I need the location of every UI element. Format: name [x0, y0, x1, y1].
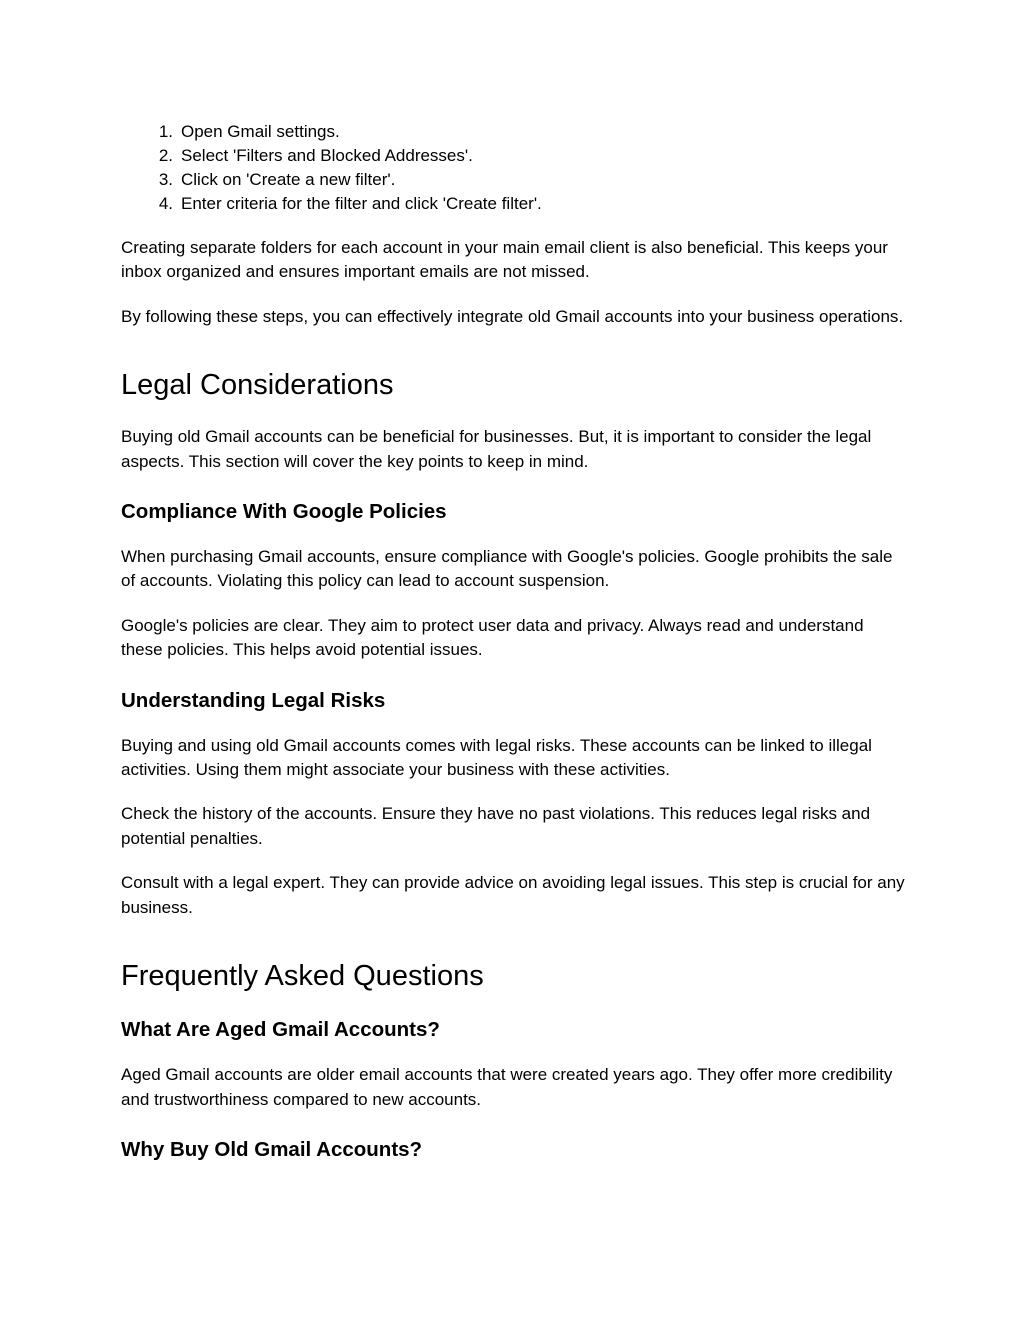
paragraph-following-steps: By following these steps, you can effectively integrate old Gmail accounts into your business operations.: [121, 306, 904, 326]
list-text: Open Gmail settings.: [181, 122, 340, 141]
list-number: 2.: [158, 146, 173, 165]
document-page: [121, 120, 906, 1164]
list-text: Click on 'Create a new filter'.: [181, 170, 396, 189]
paragraph-separate-folders: Creating separate folders for each account in your main email client is also beneficial. This keeps your inbox organized and ensures important emails are not missed.: [121, 238, 888, 282]
list-item: [121, 120, 906, 144]
paragraph-compliance-2: Google's policies are clear. They aim to protect user data and privacy. Always read and understand these policies. This helps avoid potential issues.: [121, 615, 864, 660]
paragraph-risks-3: Consult with a legal expert. They can provide advice on avoiding legal issues. This step is crucial for any business.: [121, 873, 905, 917]
list-item: [121, 192, 906, 216]
list-text: Select 'Filters and Blocked Addresses'.: [181, 146, 473, 165]
list-number: 4.: [158, 194, 173, 213]
heading-legal-risks: Understanding Legal Risks: [121, 688, 386, 712]
filter-steps-list: [121, 120, 906, 216]
paragraph-risks-2: Check the history of the accounts. Ensure they have no past violations. This reduces legal risks and potential penalties.: [121, 804, 871, 848]
list-item: [121, 168, 906, 192]
faq-question-1: What Are Aged Gmail Accounts?: [121, 1018, 440, 1042]
heading-legal-considerations: Legal Considerations: [121, 369, 394, 402]
list-number: 1.: [158, 122, 173, 141]
faq-question-2: Why Buy Old Gmail Accounts?: [121, 1137, 423, 1161]
list-item: [121, 144, 906, 168]
heading-faq: Frequently Asked Questions: [121, 960, 484, 993]
list-text: Enter criteria for the filter and click 'Create filter'.: [181, 194, 542, 213]
paragraph-legal-intro: Buying old Gmail accounts can be beneficial for businesses. But, it is important to consider the legal aspects. This section will cover the key points to keep in mind.: [121, 427, 872, 471]
list-number: 3.: [158, 170, 173, 189]
paragraph-compliance-1: When purchasing Gmail accounts, ensure compliance with Google's policies. Google prohibits the sale of accounts. Violating this policy can lead to account suspension.: [121, 547, 893, 591]
faq-answer-1: Aged Gmail accounts are older email accounts that were created years ago. They offer more credibility and trustworthiness compared to new accounts.: [121, 1065, 893, 1109]
paragraph-risks-1: Buying and using old Gmail accounts comes with legal risks. These accounts can be linked to illegal activities. Using them might associate your business with these activities.: [121, 735, 872, 780]
heading-compliance: Compliance With Google Policies: [121, 500, 447, 524]
